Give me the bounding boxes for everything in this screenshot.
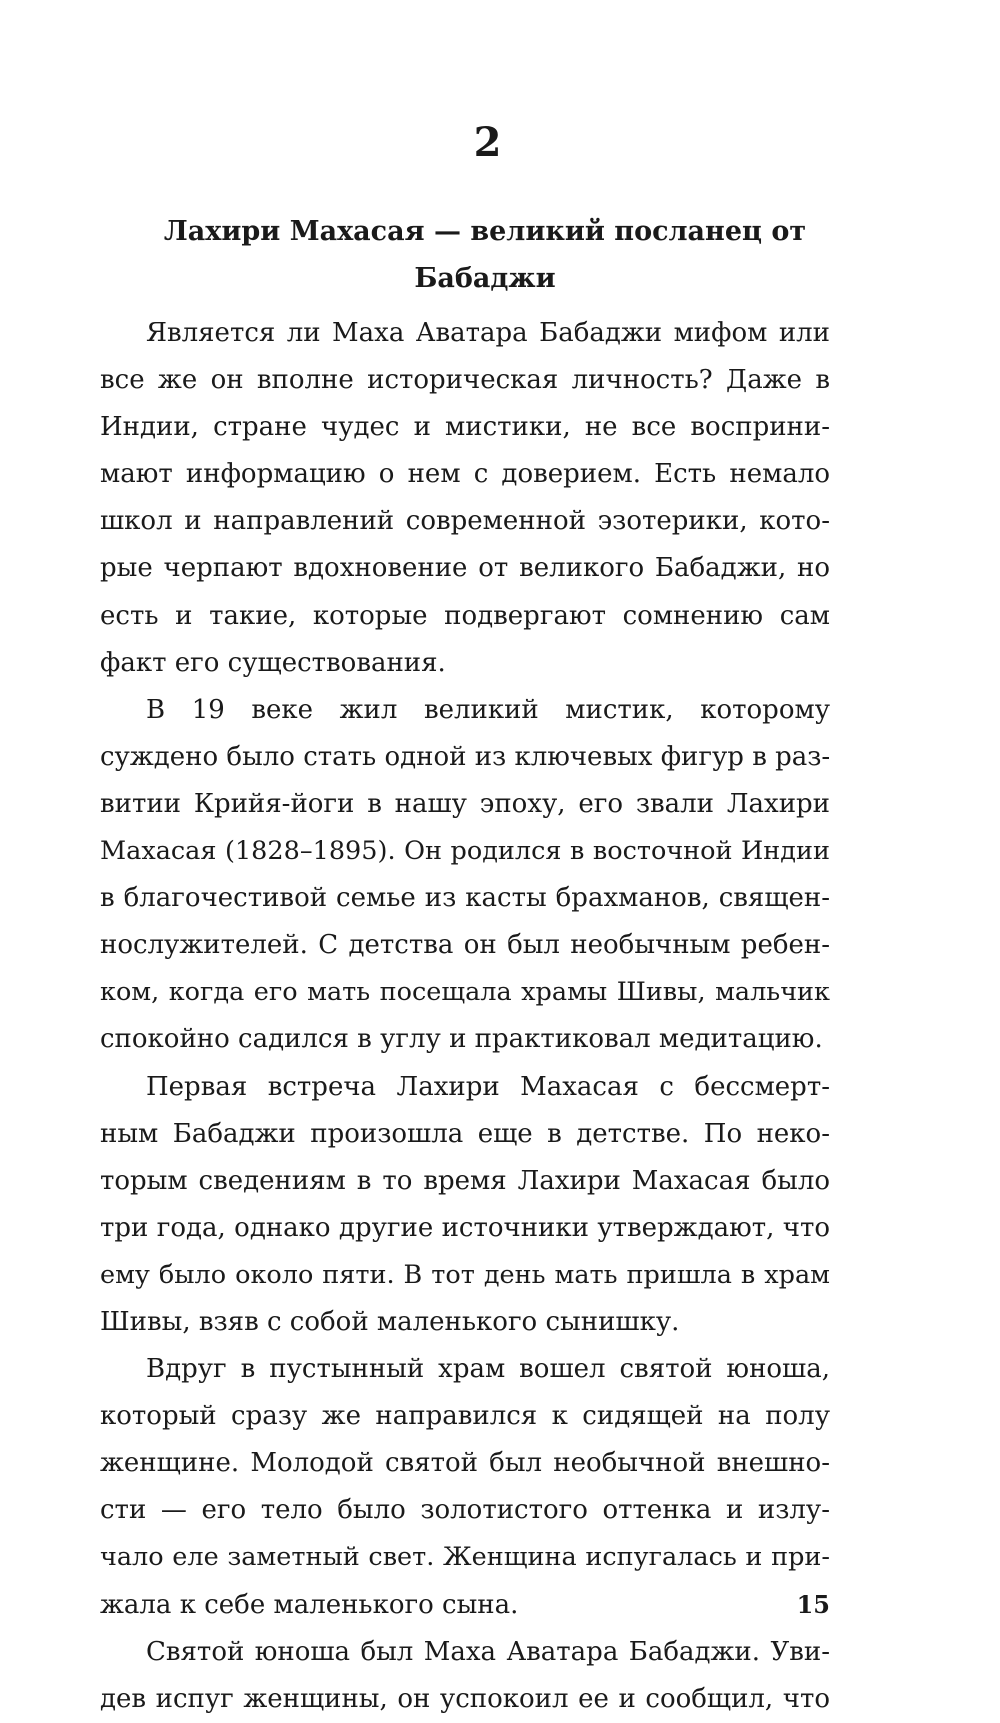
text-line: в благочестивой семье из касты брахманов, священ- xyxy=(100,883,830,914)
text-line: женщине. Молодой святой был необычной внешно- xyxy=(100,1448,830,1479)
text-line: ным Бабаджи произошла еще в детстве. По неко- xyxy=(100,1118,830,1149)
text-line: школ и направлений современной эзотерики, кото- xyxy=(100,506,830,537)
chapter-title-line: Бабаджи xyxy=(414,263,556,294)
text-line: Святой юноша был Маха Аватара Бабаджи. Уви- xyxy=(146,1636,830,1667)
text-line: три года, однако другие источники утверждают, что xyxy=(100,1212,830,1243)
text-line: витии Крийя-йоги в нашу эпоху, его звали Лахири xyxy=(100,788,830,819)
body-text xyxy=(100,310,830,1723)
text-line: В 19 веке жил великий мистик, которому xyxy=(146,694,830,725)
text-line: мают информацию о нем с доверием. Есть немало xyxy=(100,459,830,490)
text-line: жала к себе маленького сына. xyxy=(100,1589,519,1620)
text-line: сти — его тело было золотистого оттенка и излу- xyxy=(100,1495,830,1526)
text-line: который сразу же направился к сидящей на полу xyxy=(100,1401,830,1432)
page-number: 15 xyxy=(796,1590,830,1619)
text-line: спокойно садился в углу и практиковал медитацию. xyxy=(100,1024,823,1055)
text-line: ком, когда его мать посещала храмы Шивы, мальчик xyxy=(100,977,830,1008)
text-line: нослужителей. С детства он был необычным ребен- xyxy=(100,930,830,961)
text-line: чало еле заметный свет. Женщина испугалась и при- xyxy=(100,1542,830,1573)
text-line: факт его существования. xyxy=(100,647,446,678)
paragraph xyxy=(100,310,830,687)
chapter-number: 2 xyxy=(473,119,502,166)
text-line: Шивы, взяв с собой маленького сынишку. xyxy=(100,1306,680,1337)
chapter-title-line: Лахири Махасая — великий посланец от xyxy=(163,216,807,247)
paragraph xyxy=(100,1629,830,1723)
text-line: рые черпают вдохновение от великого Бабаджи, но xyxy=(100,553,830,584)
text-line: Первая встреча Лахири Махасая с бессмерт- xyxy=(146,1071,830,1102)
chapter-title xyxy=(140,208,830,302)
text-line: Вдруг в пустынный храм вошел святой юноша, xyxy=(146,1354,830,1385)
paragraph xyxy=(100,687,830,1064)
paragraph xyxy=(100,1064,830,1347)
text-line: ему было около пяти. В тот день мать пришла в храм xyxy=(100,1259,830,1290)
text-line: суждено было стать одной из ключевых фигур в раз- xyxy=(100,741,831,772)
paragraph xyxy=(100,1346,830,1629)
text-line: Индии, стране чудес и мистики, не все восприни- xyxy=(100,412,830,443)
text-line: дев испуг женщины, он успокоил ее и сообщил, что xyxy=(100,1683,830,1714)
text-line: Является ли Маха Аватара Бабаджи мифом или xyxy=(146,318,830,348)
text-line: Махасая (1828–1895). Он родился в восточной Индии xyxy=(100,836,830,867)
text-line: есть и такие, которые подвергают сомнению сам xyxy=(100,600,830,631)
text-line: все же он вполне историческая личность? Даже в xyxy=(100,365,830,396)
text-line: торым сведениям в то время Лахири Махасая было xyxy=(100,1165,830,1196)
